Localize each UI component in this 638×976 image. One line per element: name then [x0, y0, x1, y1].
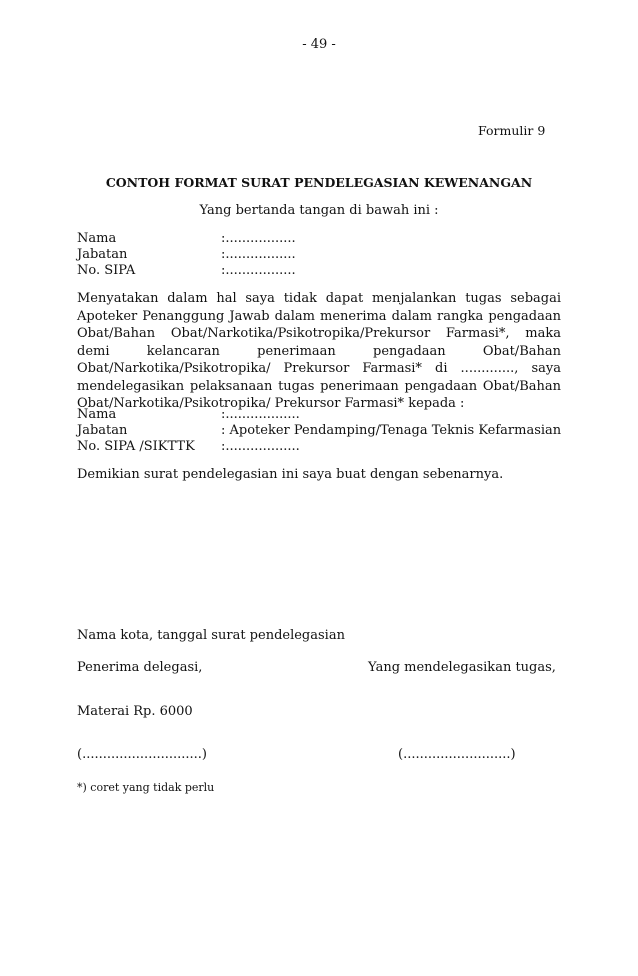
place-date: Nama kota, tanggal surat pendelegasian [77, 628, 345, 643]
delegator-sipa-label: No. SIPA [77, 263, 136, 278]
intro-line: Yang bertanda tangan di bawah ini : [199, 203, 439, 218]
recipient-label: Penerima delegasi, [77, 660, 203, 675]
delegator-signature: (..........................) [398, 747, 516, 762]
delegate-position-value: : Apoteker Pendamping/Tenaga Teknis Kefarmasian [221, 423, 562, 438]
form-label: Formulir 9 [478, 123, 546, 138]
page-number: - 49 - [302, 37, 336, 52]
delegate-name-label: Nama [77, 407, 117, 422]
delegator-position-label: Jabatan [77, 247, 128, 262]
delegate-sipa-label: No. SIPA /SIKTTK [77, 439, 195, 454]
delegator-label: Yang mendelegasikan tugas, [368, 660, 556, 675]
delegator-sipa-value: :................. [221, 263, 296, 278]
statement-paragraph: Menyatakan dalam hal saya tidak dapat menjalankan tugas sebagai Apoteker Penanggung Jawab dalam menerima dalam rangka pengadaan Obat/Bahan Obat/Narkotika/Psikotropika/Prekursor Farmasi*, maka demi kelancaran penerimaan pengadaan Obat/Bahan Obat/Narkotika/Psikotropika/ Prekursor Farmasi* di ............., saya mendelegasikan pelaksanaan tugas penerimaan pengadaan Obat/Bahan Obat/Narkotika/Psikotropika/ Prekursor Farmasi* kepada : [77, 291, 561, 411]
delegator-name-label: Nama [77, 231, 117, 246]
delegator-name-value: :................. [221, 231, 296, 246]
delegate-name-value: :.................. [221, 407, 300, 422]
delegate-position-label: Jabatan [77, 423, 128, 438]
stamp-duty: Materai Rp. 6000 [77, 704, 193, 719]
delegate-sipa-value: :.................. [221, 439, 300, 454]
footnote: *) coret yang tidak perlu [77, 781, 215, 794]
delegator-position-value: :................. [221, 247, 296, 262]
closing-sentence: Demikian surat pendelegasian ini saya buat dengan sebenarnya. [77, 467, 504, 482]
recipient-signature: (.............................) [77, 747, 207, 762]
document-title: CONTOH FORMAT SURAT PENDELEGASIAN KEWENANGAN [105, 175, 533, 190]
